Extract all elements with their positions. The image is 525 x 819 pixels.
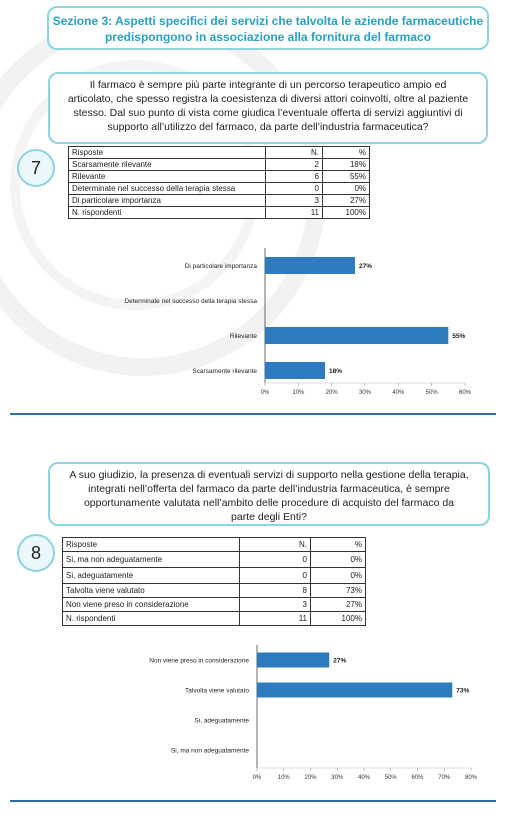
category-label: Non viene preso in considerazione <box>149 657 249 665</box>
x-tick-label: 40% <box>357 775 371 781</box>
x-tick-label: 50% <box>384 775 397 781</box>
data-label: 55% <box>452 333 466 340</box>
x-tick-label: 10% <box>277 775 290 781</box>
q7-line: articolato, che spesso registra la coesistenza di diversi attori coinvolti, oltre al paziente <box>67 93 469 105</box>
table-row <box>63 612 366 626</box>
table-row <box>69 159 370 171</box>
table-cell: 0 <box>240 552 311 568</box>
bar <box>257 683 452 698</box>
category-label: Si, adeguatamente <box>194 717 249 725</box>
category-label: Di particolare importanza <box>184 263 257 270</box>
section-divider <box>10 413 496 415</box>
table-row <box>63 598 366 612</box>
x-tick-label: 0% <box>252 775 262 781</box>
category-label: Talvolta viene valutato <box>185 687 249 695</box>
table-header: N. <box>266 147 323 159</box>
table-cell: 0 <box>240 568 311 584</box>
x-tick-label: 80% <box>464 775 478 781</box>
table-cell: N. rispondenti <box>63 612 240 626</box>
x-tick-label: 60% <box>411 775 424 781</box>
table-cell: 0% <box>323 183 370 195</box>
table-cell: 6 <box>266 171 323 183</box>
table-cell: 55% <box>323 171 370 183</box>
question-8-text <box>48 462 490 526</box>
q8-table <box>62 537 366 626</box>
question-7-text <box>48 72 488 144</box>
table-cell: N. rispondenti <box>69 207 266 219</box>
table-cell: 8 <box>240 584 311 598</box>
table-cell: Si, ma non adeguatamente <box>63 552 240 568</box>
table-cell: 18% <box>323 159 370 171</box>
q8-line: integrati nell’offerta del farmaco da parte dell’industria farmaceutica, è sempre <box>88 483 450 495</box>
q7-chart <box>80 243 480 403</box>
section-title-line1: Sezione 3: Aspetti specifici dei servizi che talvolta le aziende farmaceutiche <box>52 14 484 28</box>
bar <box>265 327 448 344</box>
table-cell: 27% <box>311 598 366 612</box>
data-label: 27% <box>359 263 373 270</box>
category-label: Si, ma non adeguatamente <box>170 747 249 755</box>
table-cell: 0% <box>311 552 366 568</box>
x-tick-label: 20% <box>304 775 317 781</box>
table-cell: 11 <box>266 207 323 219</box>
q8-line: parte degli Enti? <box>231 511 307 523</box>
table-cell: 73% <box>311 584 366 598</box>
data-label: 73% <box>456 687 470 695</box>
q8-line: A suo giudizio, la presenza di eventuali servizi di supporto nella gestione della terapia, <box>69 469 469 481</box>
table-cell: Rilevante <box>69 171 266 183</box>
q7-chart-svg <box>80 243 480 403</box>
q8-chart <box>90 640 490 785</box>
x-tick-label: 10% <box>292 390 305 396</box>
table-cell: 11 <box>240 612 311 626</box>
x-tick-label: 30% <box>331 775 344 781</box>
section-title <box>47 6 489 50</box>
table-row <box>69 183 370 195</box>
bar <box>265 257 355 274</box>
table-row <box>69 207 370 219</box>
table-header: % <box>311 538 366 552</box>
category-label: Determinate nel successo della terapia stessa <box>124 298 257 305</box>
section-divider <box>10 800 496 802</box>
x-tick-label: 60% <box>458 390 472 396</box>
x-tick-label: 70% <box>438 775 451 781</box>
table-cell: 2 <box>266 159 323 171</box>
table-row <box>63 568 366 584</box>
bar <box>265 362 325 379</box>
category-label: Rilevante <box>229 333 257 340</box>
x-tick-label: 50% <box>425 390 438 396</box>
table-cell: 100% <box>311 612 366 626</box>
table-cell: 3 <box>240 598 311 612</box>
table-cell: 0% <box>311 568 366 584</box>
table-cell: 0 <box>266 183 323 195</box>
table-cell: Si, adeguatamente <box>63 568 240 584</box>
x-tick-label: 0% <box>260 390 270 396</box>
q7-line: Il farmaco è sempre più parte integrante di un percorso terapeutico ampio ed <box>89 79 447 91</box>
data-label: 27% <box>333 657 347 665</box>
x-tick-label: 20% <box>325 390 338 396</box>
question-number-7: 7 <box>17 149 55 187</box>
q7-line: stesso. Dal suo punto di vista come giudica l’eventuale offerta di servizi aggiuntivi di <box>73 107 463 119</box>
data-label: 18% <box>329 368 343 375</box>
table-row <box>69 171 370 183</box>
x-tick-label: 40% <box>392 390 405 396</box>
q7-table <box>68 146 370 219</box>
table-cell: Di particolare importanza <box>69 195 266 207</box>
table-row <box>69 195 370 207</box>
x-tick-label: 30% <box>358 390 372 396</box>
section-title-line2: predispongono in associazione alla fornitura del farmaco <box>104 30 432 44</box>
table-cell: 100% <box>323 207 370 219</box>
table-cell: Determinate nel successo della terapia stessa <box>69 183 266 195</box>
table-cell: 3 <box>266 195 323 207</box>
q8-line: opportunamente valutata nell’ambito delle procedure di acquisto del farmaco da <box>83 497 455 509</box>
category-label: Scarsamente rilevante <box>192 368 257 375</box>
q8-chart-svg <box>90 640 490 785</box>
table-row <box>63 584 366 598</box>
table-header-row <box>63 538 366 552</box>
table-cell: Scarsamente rilevante <box>69 159 266 171</box>
table-cell: Talvolta viene valutato <box>63 584 240 598</box>
table-cell: 27% <box>323 195 370 207</box>
table-header: N. <box>240 538 311 552</box>
question-number-8: 8 <box>17 534 55 572</box>
table-cell: Non viene preso in considerazione <box>63 598 240 612</box>
bar <box>257 653 329 668</box>
table-row <box>63 552 366 568</box>
table-header: Risposte <box>63 538 240 552</box>
q7-line: supporto all’utilizzo del farmaco, da parte dell’industria farmaceutica? <box>107 121 429 133</box>
table-header: % <box>323 147 370 159</box>
table-header-row <box>69 147 370 159</box>
table-header: Risposte <box>69 147 266 159</box>
